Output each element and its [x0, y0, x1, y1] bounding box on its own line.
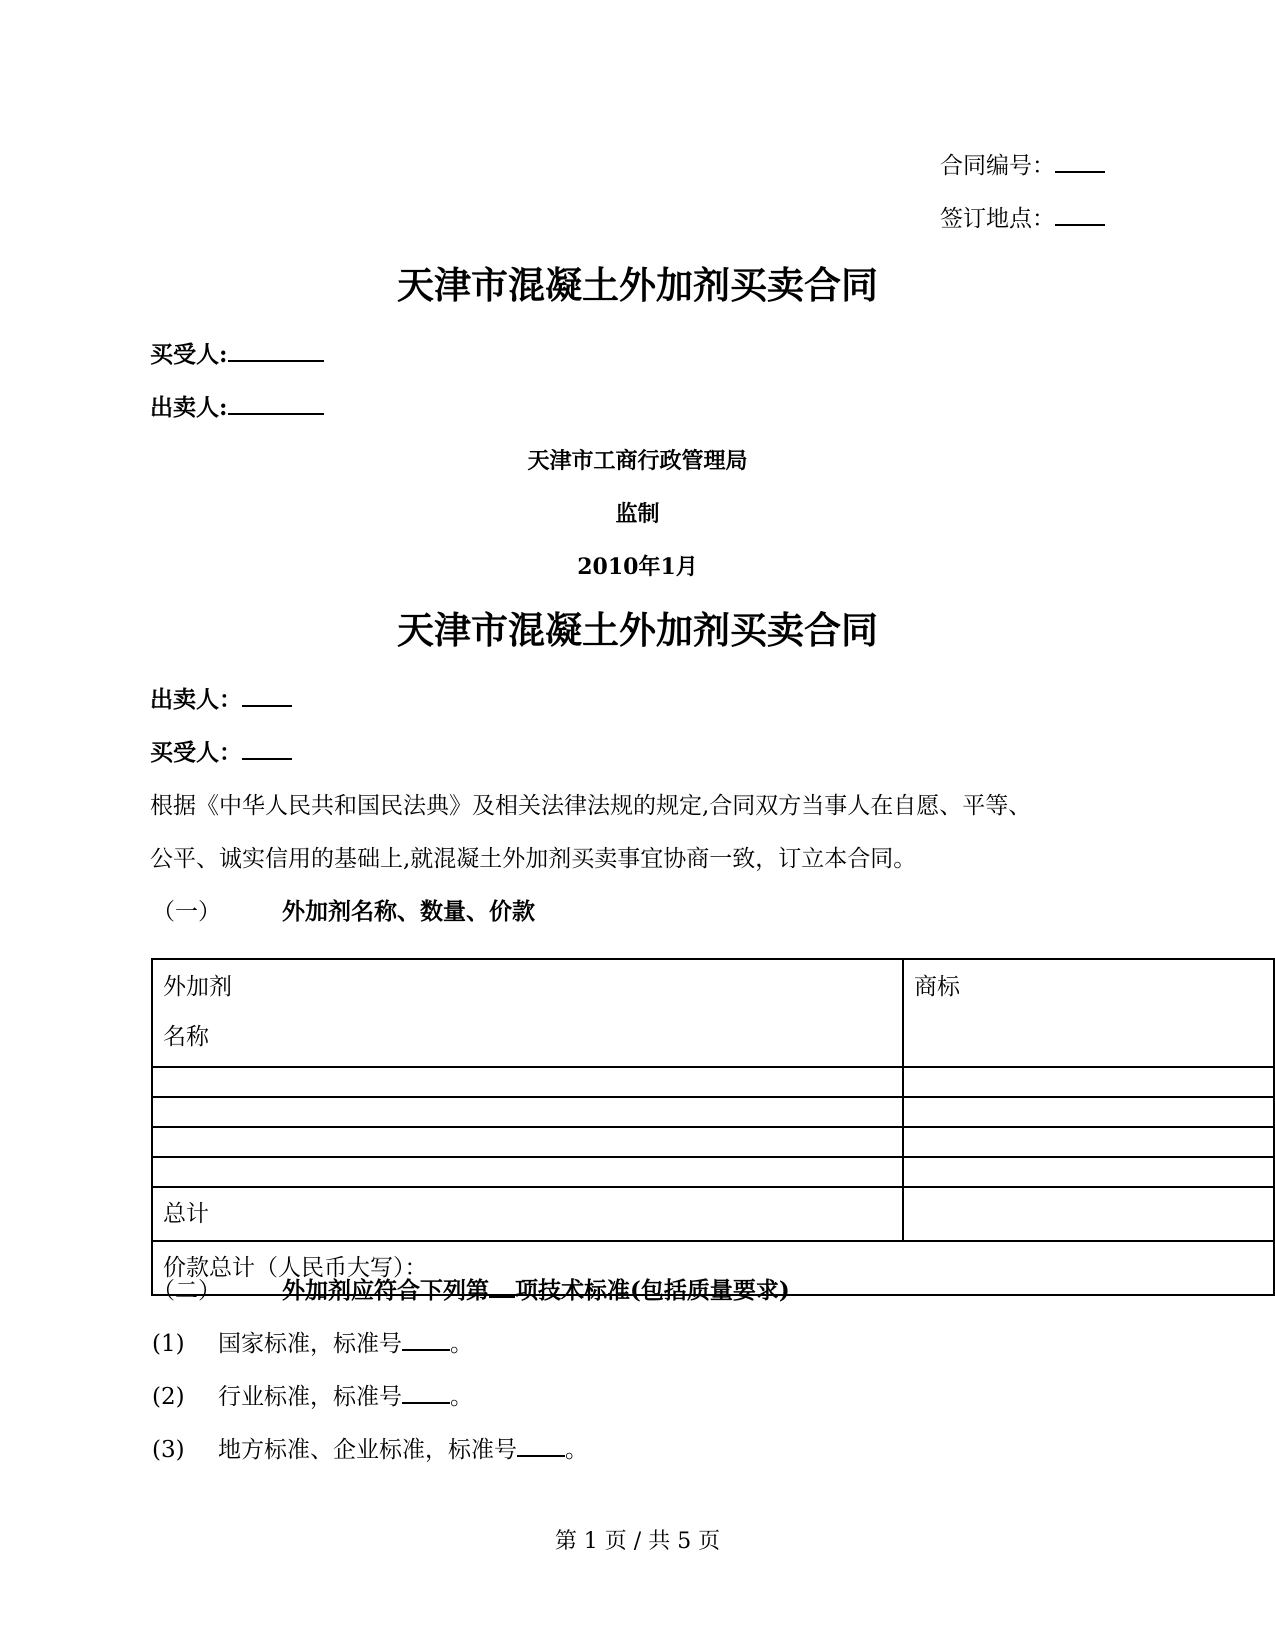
- preamble-line-1: 根据《中华人民共和国民法典》及相关法律法规的规定,合同双方当事人在自愿、平等、: [150, 793, 1032, 819]
- page-footer: 第 1 页 / 共 5 页: [554, 1529, 721, 1554]
- standard-item-2-text: 行业标准，标准号: [218, 1384, 402, 1410]
- price-total-label: 价款总计（人民币大写）：: [163, 1255, 428, 1281]
- seller-line: [150, 685, 292, 715]
- section-2-blank[interactable]: [489, 1278, 515, 1298]
- standard-item-2-blank[interactable]: [402, 1382, 450, 1404]
- seller-blank[interactable]: [242, 685, 292, 707]
- cover-buyer-line: [150, 340, 324, 370]
- table-total-row: [152, 1187, 1274, 1241]
- header-additive-line-1: 外加剂: [163, 974, 232, 1000]
- table-cell[interactable]: [152, 1067, 903, 1097]
- cover-buyer-label: 买受人:: [150, 341, 228, 368]
- section-2-title-post: 项技术标准(包括质量要求): [515, 1277, 790, 1304]
- section-1-title: 外加剂名称、数量、价款: [282, 898, 535, 925]
- contract-title: 天津市混凝土外加剂买卖合同: [397, 608, 878, 652]
- preamble-line-2: 公平、诚实信用的基础上,就混凝土外加剂买卖事宜协商一致，订立本合同。: [150, 846, 917, 872]
- cover-title: 天津市混凝土外加剂买卖合同: [397, 263, 878, 307]
- goods-table: [151, 958, 1275, 1296]
- section-2-title-pre: 外加剂应符合下列第: [282, 1277, 489, 1304]
- total-value-cell[interactable]: [903, 1187, 1274, 1241]
- header-additive-line-2: 名称: [163, 1024, 209, 1050]
- table-header-row: [152, 959, 1274, 1067]
- total-label: 总计: [163, 1201, 209, 1227]
- table-row: [152, 1127, 1274, 1157]
- standard-item-3-blank[interactable]: [517, 1435, 565, 1457]
- supervised-label: 监制: [615, 501, 660, 527]
- cover-seller-line: [150, 393, 324, 423]
- sign-place-label: 签订地点：: [940, 206, 1055, 232]
- standard-item-3-end: 。: [565, 1437, 588, 1463]
- table-cell[interactable]: [903, 1067, 1274, 1097]
- table-cell[interactable]: [152, 1127, 903, 1157]
- cover-seller-label: 出卖人:: [150, 394, 228, 421]
- section-2-number: （二）: [152, 1278, 221, 1304]
- table-cell[interactable]: [903, 1097, 1274, 1127]
- sign-place-line: [940, 204, 1105, 234]
- standard-item-3-number: (3): [152, 1437, 185, 1463]
- standard-item-1-end: 。: [450, 1331, 473, 1357]
- standard-item-2-end: 。: [450, 1384, 473, 1410]
- standard-item-3-text: 地方标准、企业标准，标准号: [218, 1437, 517, 1463]
- seller-label: 出卖人：: [150, 686, 242, 713]
- section-1-number: （一）: [152, 899, 221, 925]
- table-cell[interactable]: [903, 1157, 1274, 1187]
- table-row: [152, 1067, 1274, 1097]
- table-row: [152, 1157, 1274, 1187]
- cover-date: 2010年1月: [577, 554, 698, 580]
- buyer-line: [150, 738, 292, 768]
- contract-number-blank[interactable]: [1055, 151, 1105, 173]
- header-trademark-label: 商标: [914, 974, 960, 1000]
- contract-number-label: 合同编号：: [940, 153, 1055, 179]
- standard-item-1: [152, 1329, 473, 1359]
- standard-item-2: [152, 1382, 473, 1412]
- table-cell[interactable]: [903, 1127, 1274, 1157]
- section-2-heading: [152, 1276, 790, 1306]
- header-cell-additive-name: [152, 959, 903, 1067]
- table-cell[interactable]: [152, 1097, 903, 1127]
- total-label-cell: [152, 1187, 903, 1241]
- standard-item-3: [152, 1435, 588, 1465]
- standard-item-2-number: (2): [152, 1384, 185, 1410]
- cover-seller-blank[interactable]: [228, 393, 324, 415]
- header-cell-trademark: [903, 959, 1274, 1067]
- authority-name: 天津市工商行政管理局: [527, 448, 748, 474]
- cover-buyer-blank[interactable]: [228, 340, 324, 362]
- standard-item-1-text: 国家标准，标准号: [218, 1331, 402, 1357]
- standard-item-1-blank[interactable]: [402, 1329, 450, 1351]
- sign-place-blank[interactable]: [1055, 204, 1105, 226]
- buyer-label: 买受人：: [150, 739, 242, 766]
- contract-number-line: [940, 151, 1105, 181]
- table-cell[interactable]: [152, 1157, 903, 1187]
- standard-item-1-number: (1): [152, 1331, 185, 1357]
- buyer-blank[interactable]: [242, 738, 292, 760]
- table-row: [152, 1097, 1274, 1127]
- section-1-heading: [152, 897, 535, 927]
